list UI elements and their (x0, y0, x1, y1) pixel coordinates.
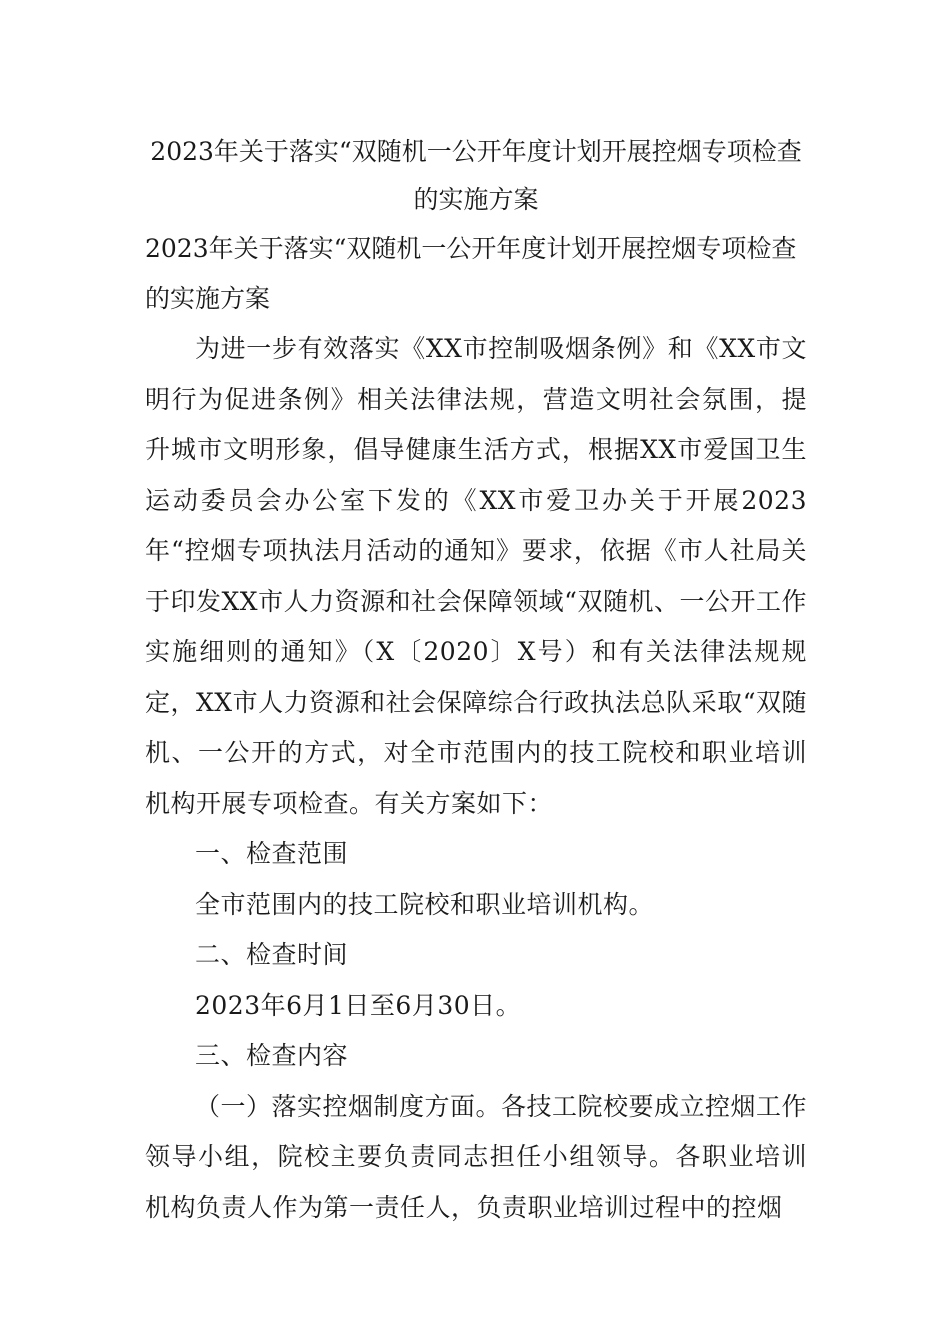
document-subtitle: 2023年关于落实“双随机一公开年度计划开展控烟专项检查的实施方案 (145, 234, 797, 313)
time-paragraph: 2023年6月1日至6月30日。 (195, 990, 522, 1020)
section-heading-scope: 一、检查范围 (195, 839, 349, 868)
section-heading-time: 二、检查时间 (195, 940, 349, 969)
intro-paragraph: 为进一步有效落实《XX市控制吸烟条例》和《XX市文明行为促进条例》相关法律法规，营造文明社会氛围，提升城市文明形象，倡导健康生活方式，根据XX市爱国卫生运动委员会办公室下发的《XX市爱卫办关于开展2023年“控烟专项执法月活动的通知》要求，依据《市人社局关于印发XX市人力资源和社会保障领域“双随机、一公开工作实施细则的通知》（X〔2020〕X号）和有关法律法规规定，XX市人力资源和社会保障综合行政执法总队采取“双随机、一公开的方式，对全市范围内的技工院校和职业培训机构开展专项检查。有关方案如下： (145, 334, 807, 818)
document-title: 2023年关于落实“双随机一公开年度计划开展控烟专项检查的实施方案 (150, 137, 802, 214)
section-heading-content: 三、检查内容 (195, 1041, 349, 1070)
content-paragraph: （一）落实控烟制度方面。各技工院校要成立控烟工作领导小组，院校主要负责同志担任小组领导。各职业培训机构负责人作为第一责任人，负责职业培训过程中的控烟 (145, 1091, 808, 1222)
scope-paragraph: 全市范围内的技工院校和职业培训机构。 (195, 889, 655, 919)
document-body (145, 128, 807, 1233)
